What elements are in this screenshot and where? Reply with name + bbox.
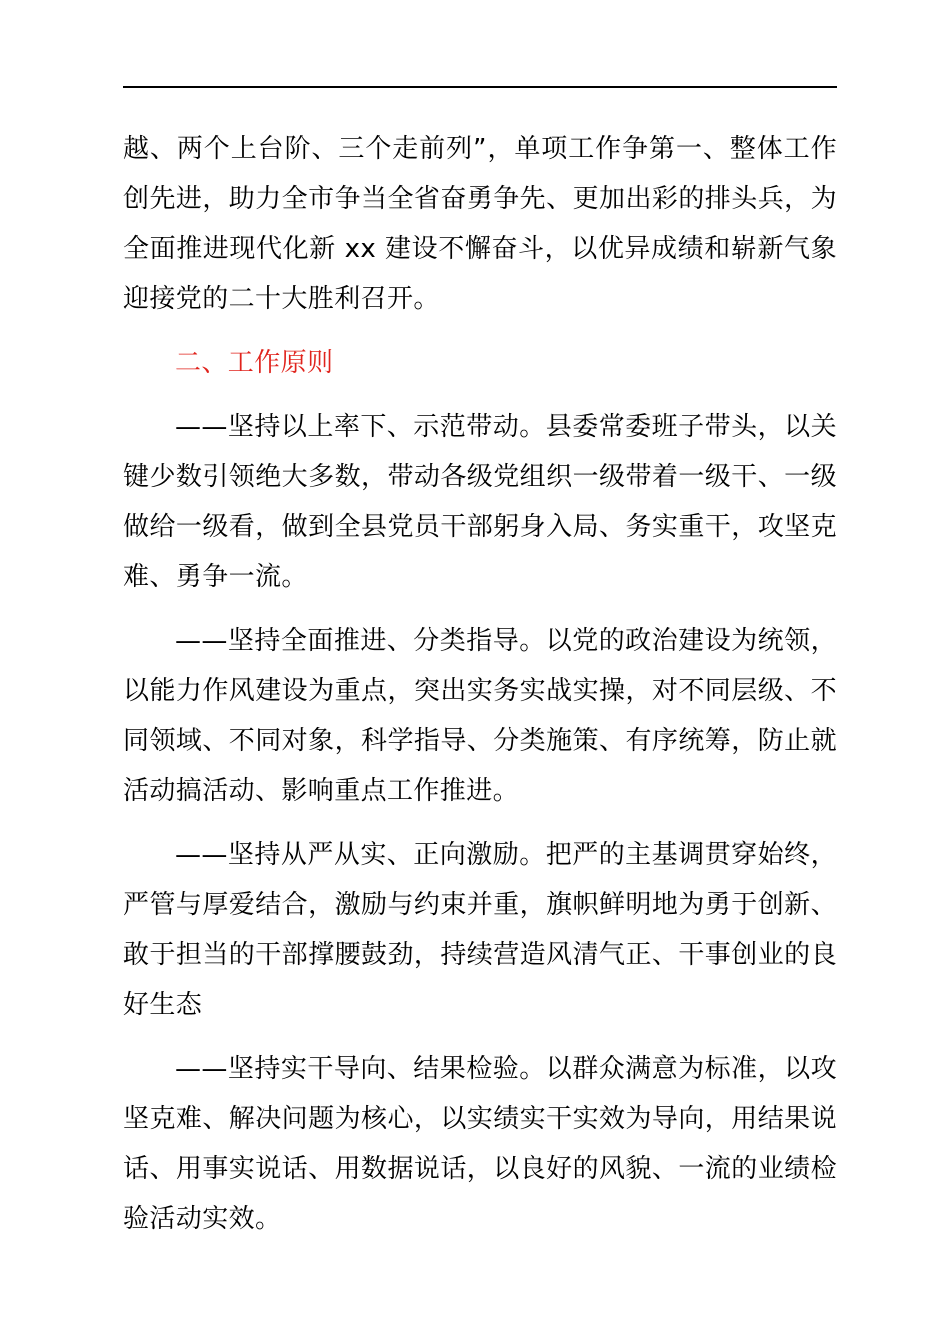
spacer: [123, 324, 837, 338]
document-body: [123, 124, 837, 1244]
principle-paragraph-4: ——坚持实干导向、结果检验。以群众满意为标准，以攻坚克难、解决问题为核心，以实绩实干实效为导向，用结果说话、用事实说话、用数据说话，以良好的风貌、一流的业绩检验活动实效。: [123, 1054, 837, 1234]
spacer: [123, 602, 837, 616]
principle-paragraph-2: ——坚持全面推进、分类指导。以党的政治建设为统领，以能力作风建设为重点，突出实务实战实操，对不同层级、不同领域、不同对象，科学指导、分类施策、有序统筹，防止就活动搞活动、影响重点工作推进。: [123, 626, 837, 806]
spacer: [123, 816, 837, 830]
spacer: [123, 388, 837, 402]
intro-paragraph: 越、两个上台阶、三个走前列”，单项工作争第一、整体工作创先进，助力全市争当全省奋勇争先、更加出彩的排头兵，为全面推进现代化新 xx 建设不懈奋斗，以优异成绩和崭新气象迎接党的二十大胜利召开。: [123, 134, 837, 314]
principle-paragraph-3: ——坚持从严从实、正向激励。把严的主基调贯穿始终，严管与厚爱结合，激励与约束并重，旗帜鲜明地为勇于创新、敢于担当的干部撑腰鼓劲，持续营造风清气正、干事创业的良好生态: [123, 840, 837, 1020]
header-rule: [123, 86, 837, 88]
spacer: [123, 1030, 837, 1044]
principle-paragraph-1: ——坚持以上率下、示范带动。县委常委班子带头，以关键少数引领绝大多数，带动各级党组织一级带着一级干、一级做给一级看，做到全县党员干部躬身入局、务实重干，攻坚克难、勇争一流。: [123, 412, 837, 592]
section-heading: 二、工作原则: [175, 348, 334, 378]
